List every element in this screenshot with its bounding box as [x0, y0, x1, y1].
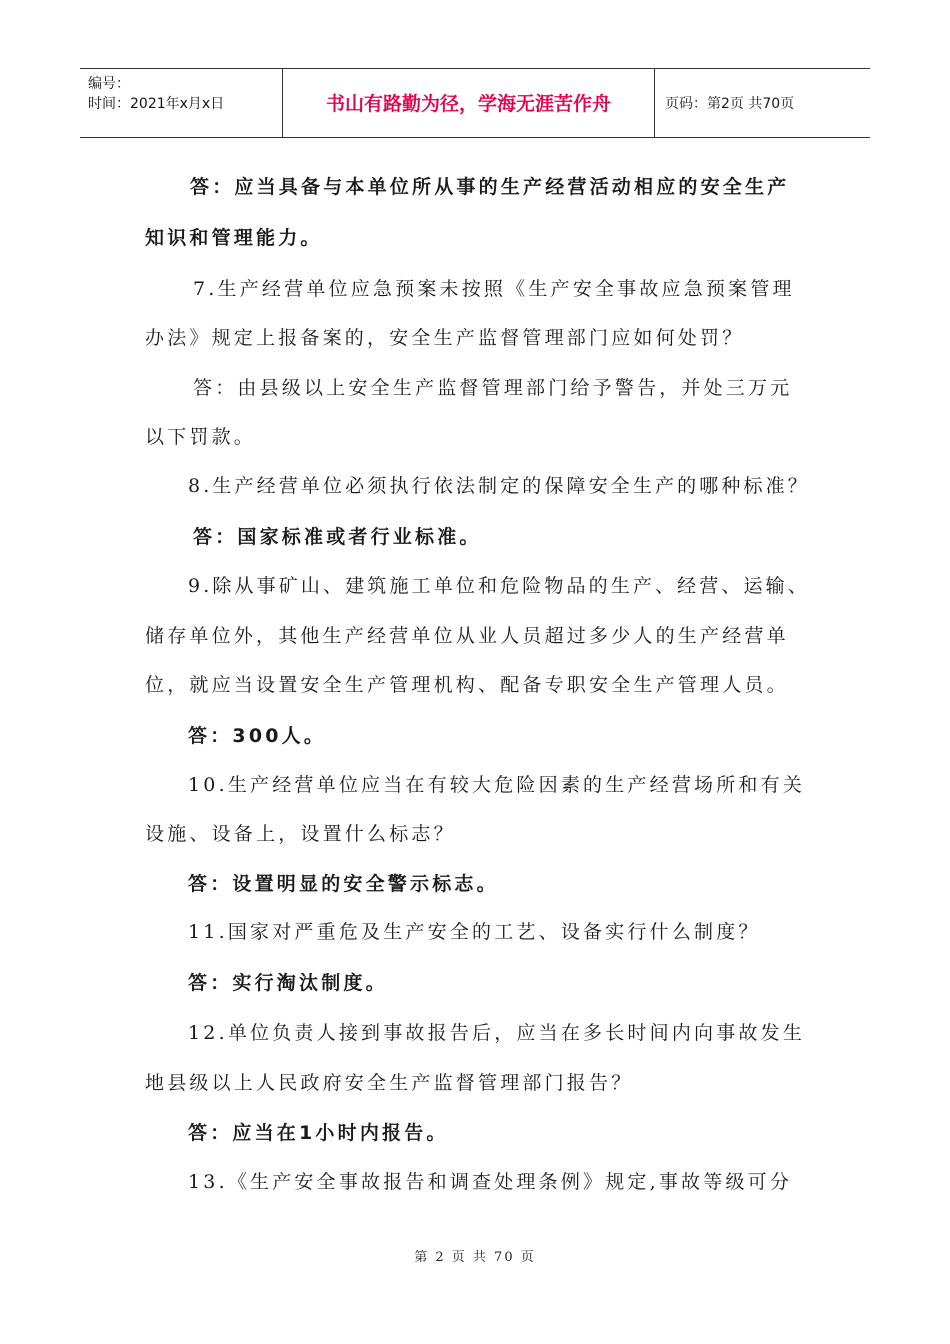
- text-line: 答：300人。: [188, 725, 327, 747]
- text-line: 答：应当在1小时内报告。: [188, 1122, 449, 1144]
- text-line: 办法》规定上报备案的，安全生产监督管理部门应如何处罚？: [145, 327, 745, 349]
- text-line: 以下罚款。: [145, 426, 257, 448]
- text-line: 储存单位外，其他生产经营单位从业人员超过多少人的生产经营单: [145, 625, 789, 647]
- text-line: 答：应当具备与本单位所从事的生产经营活动相应的安全生产: [190, 176, 790, 198]
- page-reference: 页码：第2页 共70页: [665, 96, 795, 112]
- text-line: 知识和管理能力。: [145, 227, 323, 249]
- text-line: 答：设置明显的安全警示标志。: [188, 873, 499, 895]
- text-line: 答：由县级以上安全生产监督管理部门给予警告，并处三万元: [193, 377, 793, 399]
- text-line: 13.《生产安全事故报告和调查处理条例》规定,事故等级可分: [188, 1171, 793, 1193]
- text-line: 9.除从事矿山、建筑施工单位和危险物品的生产、经营、运输、: [188, 575, 810, 597]
- text-line: 答：实行淘汰制度。: [188, 972, 388, 994]
- text-line: 8.生产经营单位必须执行依法制定的保障安全生产的哪种标准？: [188, 475, 810, 497]
- header-left-cell: [80, 69, 283, 137]
- text-line: 11.国家对严重危及生产安全的工艺、设备实行什么制度？: [188, 921, 761, 943]
- time-label: 时间：2021年x月x日: [88, 96, 225, 112]
- text-line: 答：国家标准或者行业标准。: [193, 526, 482, 548]
- text-line: 设施、设备上，设置什么标志？: [145, 823, 456, 845]
- header-middle-cell: [283, 69, 655, 137]
- motto-text: 书山有路勤为径，学海无涯苦作舟: [325, 93, 611, 115]
- text-line: 12.单位负责人接到事故报告后，应当在多长时间内向事故发生: [188, 1022, 806, 1044]
- page-footer: 第 2 页 共 70 页: [414, 1250, 536, 1265]
- header-right-cell: [655, 69, 870, 137]
- header-table: [80, 68, 870, 138]
- text-line: 位，就应当设置安全生产管理机构、配备专职安全生产管理人员。: [145, 674, 789, 696]
- doc-number-label: 编号：: [88, 76, 130, 92]
- text-line: 地县级以上人民政府安全生产监督管理部门报告？: [145, 1072, 634, 1094]
- text-line: 10.生产经营单位应当在有较大危险因素的生产经营场所和有关: [188, 774, 806, 796]
- text-line: 7.生产经营单位应急预案未按照《生产安全事故应急预案管理: [193, 278, 795, 300]
